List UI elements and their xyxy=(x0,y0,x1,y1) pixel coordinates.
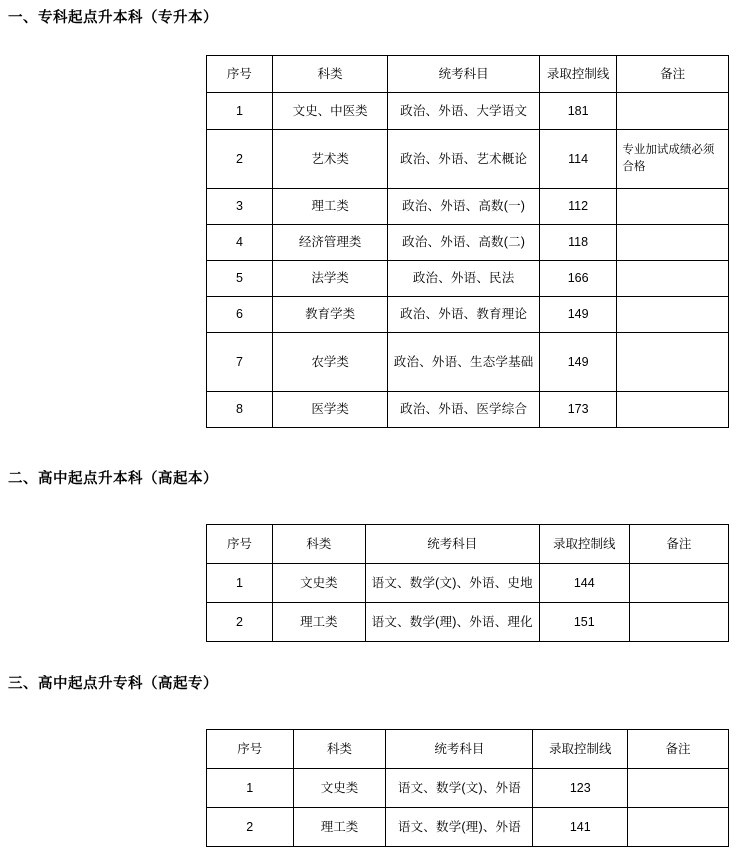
cell-score: 114 xyxy=(539,130,616,189)
cell-no: 7 xyxy=(207,333,273,392)
column-header-no: 序号 xyxy=(207,525,273,564)
cell-score: 123 xyxy=(533,769,628,808)
cell-score: 149 xyxy=(539,333,616,392)
cell-no: 1 xyxy=(207,564,273,603)
table-row xyxy=(207,603,729,642)
table-gaoqiben xyxy=(206,524,729,642)
cell-subjects: 语文、数学(文)、外语 xyxy=(386,769,533,808)
cell-category: 经济管理类 xyxy=(272,225,388,261)
cell-category: 理工类 xyxy=(272,189,388,225)
cell-note xyxy=(617,392,729,428)
table-row xyxy=(207,261,729,297)
cell-score: 181 xyxy=(539,93,616,130)
cell-score: 141 xyxy=(533,808,628,847)
cell-category: 教育学类 xyxy=(272,297,388,333)
cell-note xyxy=(617,261,729,297)
cell-note xyxy=(617,93,729,130)
table-row xyxy=(207,130,729,189)
cell-subjects: 政治、外语、大学语文 xyxy=(388,93,539,130)
cell-note xyxy=(617,225,729,261)
cell-no: 3 xyxy=(207,189,273,225)
column-header-score: 录取控制线 xyxy=(533,730,628,769)
column-header-note: 备注 xyxy=(628,730,729,769)
cell-score: 173 xyxy=(539,392,616,428)
section-heading-2: 二、高中起点升本科（高起本） xyxy=(8,471,218,487)
column-header-note: 备注 xyxy=(617,56,729,93)
cell-category: 文史、中医类 xyxy=(272,93,388,130)
table-row xyxy=(207,333,729,392)
cell-category: 理工类 xyxy=(293,808,386,847)
table-zhuanshengben xyxy=(206,55,729,428)
cell-subjects: 语文、数学(文)、外语、史地 xyxy=(365,564,539,603)
cell-subjects: 政治、外语、高数(二) xyxy=(388,225,539,261)
cell-subjects: 政治、外语、民法 xyxy=(388,261,539,297)
cell-subjects: 政治、外语、教育理论 xyxy=(388,297,539,333)
table-row xyxy=(207,189,729,225)
cell-score: 144 xyxy=(539,564,629,603)
cell-score: 112 xyxy=(539,189,616,225)
cell-no: 2 xyxy=(207,603,273,642)
cell-note xyxy=(617,333,729,392)
column-header-score: 录取控制线 xyxy=(539,56,616,93)
column-header-category: 科类 xyxy=(293,730,386,769)
cell-subjects: 语文、数学(理)、外语、理化 xyxy=(365,603,539,642)
cell-category: 文史类 xyxy=(293,769,386,808)
table-gaoqizhuan xyxy=(206,729,729,847)
cell-score: 118 xyxy=(539,225,616,261)
table-header-row xyxy=(207,730,729,769)
table-row xyxy=(207,392,729,428)
cell-no: 5 xyxy=(207,261,273,297)
table-row xyxy=(207,808,729,847)
cell-note xyxy=(617,189,729,225)
column-header-note: 备注 xyxy=(629,525,728,564)
table-row xyxy=(207,93,729,130)
cell-note xyxy=(629,603,728,642)
column-header-no: 序号 xyxy=(207,56,273,93)
cell-category: 理工类 xyxy=(272,603,365,642)
cell-category: 艺术类 xyxy=(272,130,388,189)
cell-note xyxy=(617,297,729,333)
cell-category: 医学类 xyxy=(272,392,388,428)
cell-no: 4 xyxy=(207,225,273,261)
cell-category: 农学类 xyxy=(272,333,388,392)
column-header-no: 序号 xyxy=(207,730,294,769)
table-header-row xyxy=(207,525,729,564)
table-header-row xyxy=(207,56,729,93)
cell-subjects: 政治、外语、艺术概论 xyxy=(388,130,539,189)
column-header-subjects: 统考科目 xyxy=(386,730,533,769)
cell-note: 专业加试成绩必须合格 xyxy=(617,130,729,189)
table-row xyxy=(207,769,729,808)
column-header-category: 科类 xyxy=(272,56,388,93)
table-row xyxy=(207,225,729,261)
cell-subjects: 政治、外语、医学综合 xyxy=(388,392,539,428)
cell-note xyxy=(629,564,728,603)
cell-score: 151 xyxy=(539,603,629,642)
column-header-score: 录取控制线 xyxy=(539,525,629,564)
cell-subjects: 政治、外语、生态学基础 xyxy=(388,333,539,392)
cell-no: 2 xyxy=(207,130,273,189)
cell-category: 文史类 xyxy=(272,564,365,603)
cell-no: 2 xyxy=(207,808,294,847)
cell-no: 1 xyxy=(207,93,273,130)
cell-no: 8 xyxy=(207,392,273,428)
section-heading-1: 一、专科起点升本科（专升本） xyxy=(8,10,218,26)
column-header-subjects: 统考科目 xyxy=(365,525,539,564)
section-heading-3: 三、高中起点升专科（高起专） xyxy=(8,676,218,692)
column-header-category: 科类 xyxy=(272,525,365,564)
cell-note xyxy=(628,769,729,808)
table-row xyxy=(207,564,729,603)
cell-score: 149 xyxy=(539,297,616,333)
table-row xyxy=(207,297,729,333)
cell-no: 6 xyxy=(207,297,273,333)
cell-subjects: 政治、外语、高数(一) xyxy=(388,189,539,225)
cell-category: 法学类 xyxy=(272,261,388,297)
cell-subjects: 语文、数学(理)、外语 xyxy=(386,808,533,847)
cell-score: 166 xyxy=(539,261,616,297)
cell-note xyxy=(628,808,729,847)
column-header-subjects: 统考科目 xyxy=(388,56,539,93)
cell-no: 1 xyxy=(207,769,294,808)
